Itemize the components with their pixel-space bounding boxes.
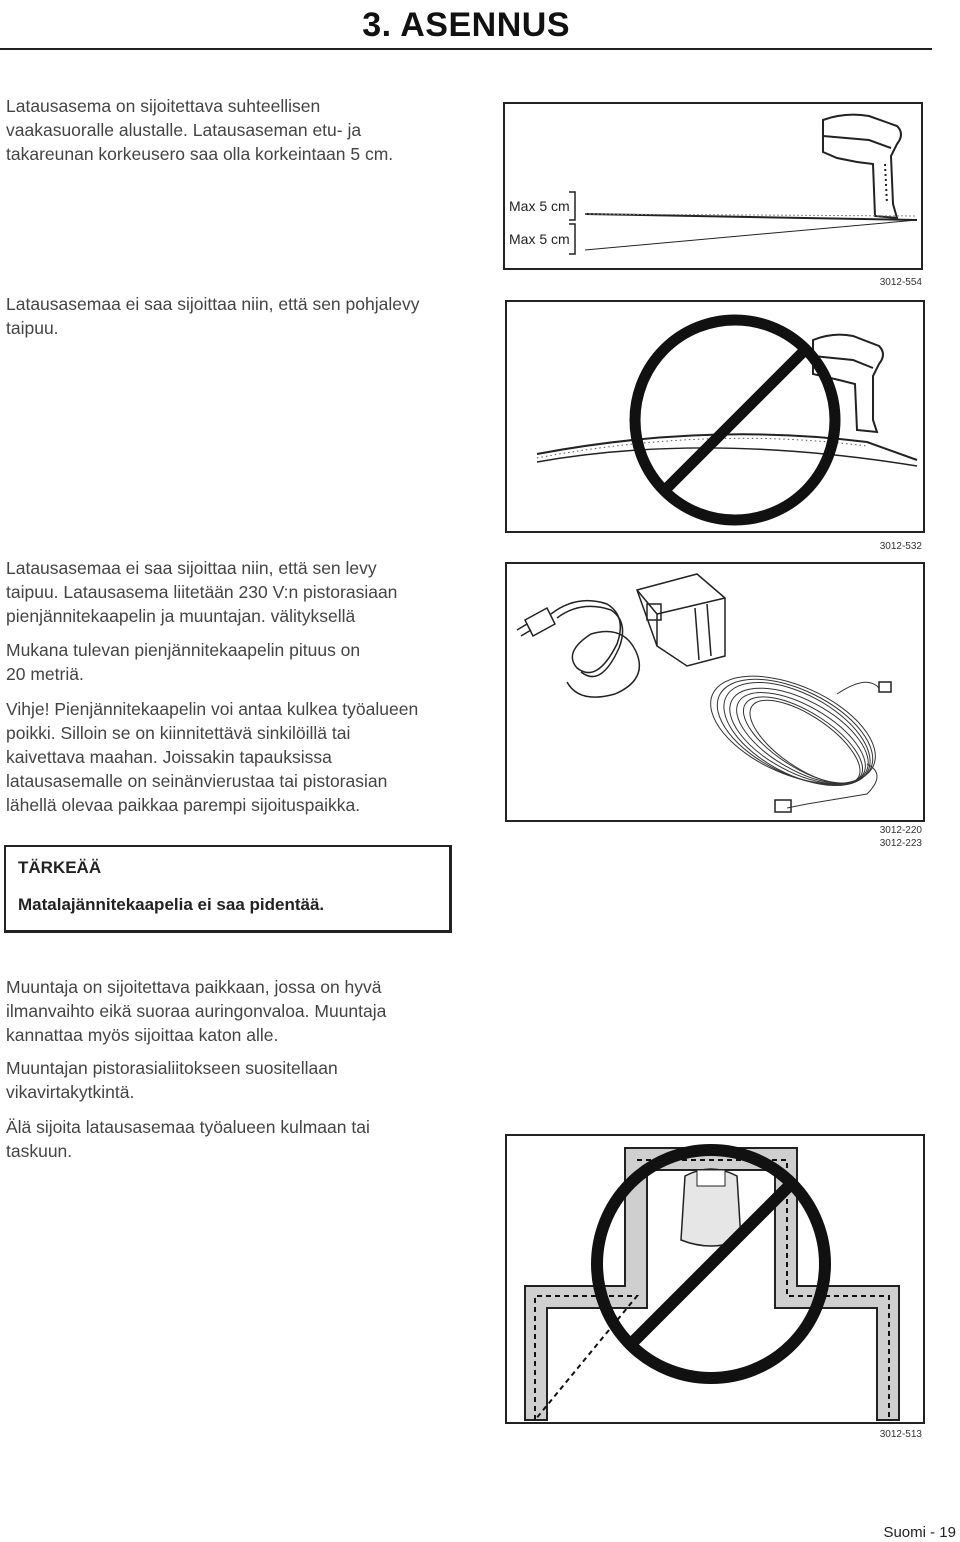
charging-station-top-view	[681, 1169, 741, 1246]
important-notice	[4, 845, 452, 933]
figure-code: 3012-532	[879, 541, 922, 552]
header-rule	[0, 48, 932, 50]
figure-code: 3012-220	[879, 825, 922, 836]
bent-ground-line	[537, 448, 917, 466]
paragraph-level-surface: Latausasema on sijoitettava suhteellisen vaakasuoralle alustalle. Latausaseman etu- ja takareunan korkeusero saa olla korkeintaan 5 cm.	[6, 96, 394, 164]
dimension-bracket-bottom	[569, 224, 575, 254]
page-number: Suomi - 19	[883, 1524, 956, 1541]
figure-level-surface	[503, 102, 923, 270]
ground-line	[585, 220, 917, 250]
figure-corner-pocket	[505, 1134, 925, 1424]
figure-code: 3012-223	[879, 838, 922, 849]
paragraph-rcd: Muuntajan pistorasialiitokseen suositellaan vikavirtakytkintä.	[6, 1058, 338, 1102]
section-title: 3. ASENNUS	[362, 6, 570, 44]
paragraph-corner: Älä sijoita latausasemaa työalueen kulmaan tai taskuun.	[6, 1117, 370, 1161]
baseplate-line	[585, 214, 917, 220]
dimension-label-bottom: Max 5 cm	[509, 231, 570, 247]
bent-baseplate-line	[537, 434, 917, 460]
charging-station-drawing	[823, 115, 901, 218]
power-plug-drawing	[517, 601, 639, 697]
prohibition-icon	[635, 320, 835, 520]
transformer-drawing	[637, 574, 725, 666]
dimension-bracket-top	[569, 192, 575, 220]
figure-code: 3012-513	[879, 1429, 922, 1440]
dimension-label-top: Max 5 cm	[509, 198, 570, 214]
notice-text: Matalajännitekaapelia ei saa pidentää.	[18, 895, 325, 914]
paragraph-transformer-placement: Muuntaja on sijoitettava paikkaan, jossa on hyvä ilmanvaihto eikä suoraa auringonvaloa. Muuntaja kannattaa myös sijoittaa katon alle.	[6, 977, 387, 1045]
paragraph-cable-length: Mukana tulevan pienjännitekaapelin pituus on 20 metriä.	[6, 640, 361, 684]
low-voltage-cable-coil	[695, 654, 892, 808]
figure-code: 3012-554	[879, 277, 922, 288]
figure-cables-transformer	[505, 562, 925, 822]
figure-bent-baseplate	[505, 300, 925, 533]
paragraph-no-bending: Latausasemaa ei saa sijoittaa niin, että sen pohjalevy taipuu.	[6, 294, 420, 338]
paragraph-tip: Vihje! Pienjännitekaapelin voi antaa kulkea työalueen poikki. Silloin se on kiinnitettävä sinkilöillä tai kaivettava maahan. Joissakin tapauksissa latausasemalle on seinänvierustaa tai pistorasian lähellä olevaa paikkaa parempi sijoituspaikka.	[6, 699, 419, 815]
paragraph-connection: Latausasemaa ei saa sijoittaa niin, että sen levy taipuu. Latausasema liitetään 230 V:n pistorasiaan pienjännitekaapelin ja muuntajan. välityksellä	[6, 558, 398, 626]
notice-title: TÄRKEÄÄ	[18, 858, 102, 877]
